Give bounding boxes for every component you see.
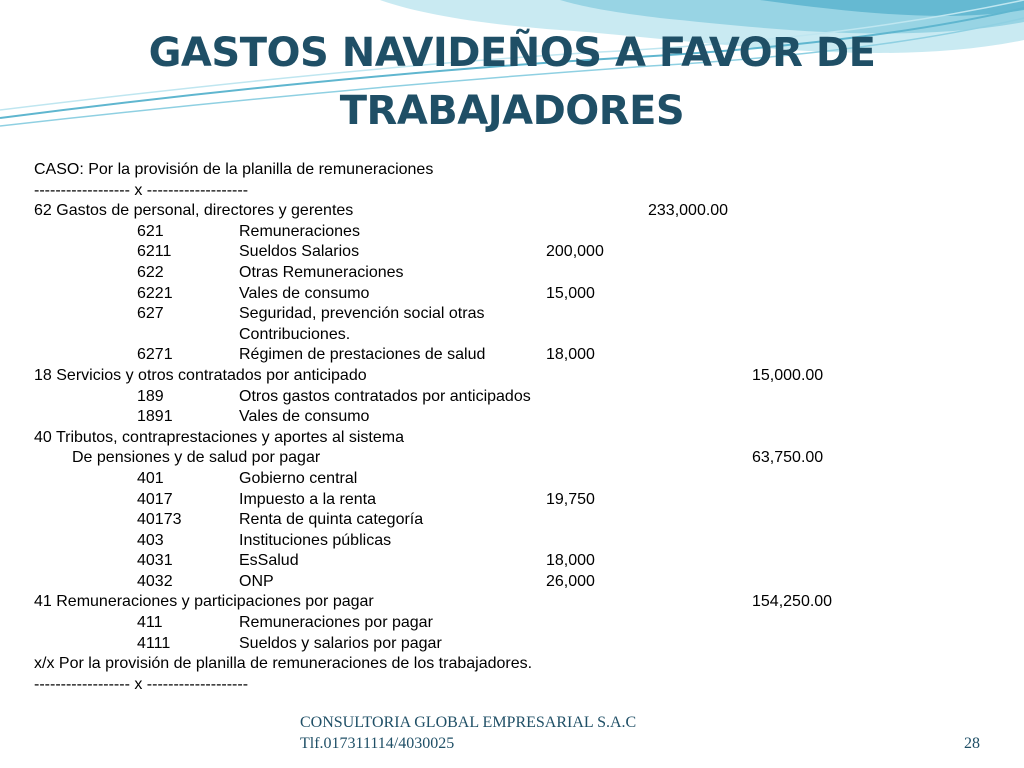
- account-code: 6211: [137, 243, 172, 261]
- account-description: Sueldos Salarios: [239, 243, 360, 261]
- account-code: 4111: [137, 634, 171, 652]
- account-description: Régimen de prestaciones de salud: [239, 346, 486, 364]
- gloss-text: x/x Por la provisión de planilla de remuneraciones de los trabajadores.: [34, 655, 533, 673]
- account-description: Contribuciones.: [239, 325, 351, 343]
- account-description: Otras Remuneraciones: [239, 263, 404, 281]
- subaccount-row: [34, 263, 994, 284]
- account-code: 189: [137, 387, 164, 405]
- account-row-continuation: [34, 448, 994, 469]
- slide-title-line-2: TRABAJADORES: [339, 88, 685, 134]
- account-code: 4017: [137, 490, 173, 508]
- account-row: [34, 592, 994, 613]
- subaccount-row: [34, 387, 994, 408]
- subaccount-row: [34, 490, 994, 511]
- gloss-row: [34, 654, 994, 675]
- account-name: 62 Gastos de personal, directores y gerentes: [34, 202, 354, 220]
- account-code: 6271: [137, 346, 173, 364]
- account-code: 4031: [137, 552, 173, 570]
- separator-text: ------------------ x -------------------: [34, 181, 249, 199]
- account-description: Otros gastos contratados por anticipados: [239, 387, 531, 405]
- credit-amount: 15,000.00: [752, 366, 824, 384]
- subaccount-row: [34, 551, 994, 572]
- subaccount-row: [34, 510, 994, 531]
- account-code: 401: [137, 469, 164, 487]
- separator-row: [34, 675, 994, 696]
- footer-phone: Tlf.017311114/4030025: [300, 735, 455, 752]
- account-code: 621: [137, 222, 164, 240]
- subaccount-row: [34, 634, 994, 655]
- subaccount-row: [34, 304, 994, 325]
- account-code: 627: [137, 305, 164, 323]
- account-name: 40 Tributos, contraprestaciones y aportes al sistema: [34, 428, 404, 446]
- partial-amount: 18,000: [546, 552, 595, 570]
- account-code: 1891: [137, 408, 173, 426]
- account-description: Gobierno central: [239, 469, 358, 487]
- separator-text: ------------------ x -------------------: [34, 675, 249, 693]
- account-name: 41 Remuneraciones y participaciones por pagar: [34, 593, 374, 611]
- subaccount-row: [34, 284, 994, 305]
- partial-amount: 200,000: [546, 243, 604, 261]
- account-name-continuation: De pensiones y de salud por pagar: [72, 449, 321, 467]
- account-code: 40173: [137, 511, 182, 529]
- account-code: 411: [137, 614, 163, 632]
- page-number: 28: [964, 735, 980, 752]
- slide-title: [0, 24, 1024, 140]
- account-description: Remuneraciones: [239, 222, 360, 240]
- account-description: Sueldos y salarios por pagar: [239, 634, 442, 652]
- account-code: 6221: [137, 284, 173, 302]
- account-code: 622: [137, 263, 164, 281]
- account-description: Renta de quinta categoría: [239, 511, 424, 529]
- account-code: 4032: [137, 572, 173, 590]
- credit-amount: 63,750.00: [752, 449, 824, 467]
- account-name: 18 Servicios y otros contratados por anticipado: [34, 366, 367, 384]
- account-code: 403: [137, 531, 164, 549]
- slide-title-line-1: GASTOS NAVIDEÑOS A FAVOR DE: [148, 30, 876, 76]
- case-text: CASO: Por la provisión de la planilla de remuneraciones: [34, 161, 434, 178]
- case-row: [34, 160, 994, 181]
- debit-amount: 233,000.00: [648, 202, 729, 220]
- journal-entry: [34, 160, 994, 695]
- subaccount-row: [34, 572, 994, 593]
- account-description: Vales de consumo: [239, 408, 370, 426]
- account-description: ONP: [239, 572, 274, 590]
- subaccount-row: [34, 242, 994, 263]
- account-row: [34, 201, 994, 222]
- subaccount-row: [34, 469, 994, 490]
- partial-amount: 18,000: [546, 346, 595, 364]
- subaccount-row: [34, 613, 994, 634]
- account-description: Seguridad, prevención social otras: [239, 305, 485, 323]
- partial-amount: 19,750: [546, 490, 595, 508]
- subaccount-row: [34, 222, 994, 243]
- account-description: Instituciones públicas: [239, 531, 392, 549]
- account-row: [34, 366, 994, 387]
- subaccount-row: [34, 345, 994, 366]
- account-description: Vales de consumo: [239, 284, 370, 302]
- partial-amount: 15,000: [546, 284, 595, 302]
- account-description: Remuneraciones por pagar: [239, 614, 433, 632]
- account-description: Impuesto a la renta: [239, 490, 376, 508]
- credit-amount: 154,250.00: [752, 593, 833, 611]
- partial-amount: 26,000: [546, 572, 595, 590]
- account-description: EsSalud: [239, 552, 299, 570]
- subaccount-row: [34, 325, 994, 346]
- subaccount-row: [34, 407, 994, 428]
- account-row: [34, 428, 994, 449]
- footer-company-name: CONSULTORIA GLOBAL EMPRESARIAL S.A.C: [300, 714, 637, 731]
- separator-row: [34, 181, 994, 202]
- subaccount-row: [34, 531, 994, 552]
